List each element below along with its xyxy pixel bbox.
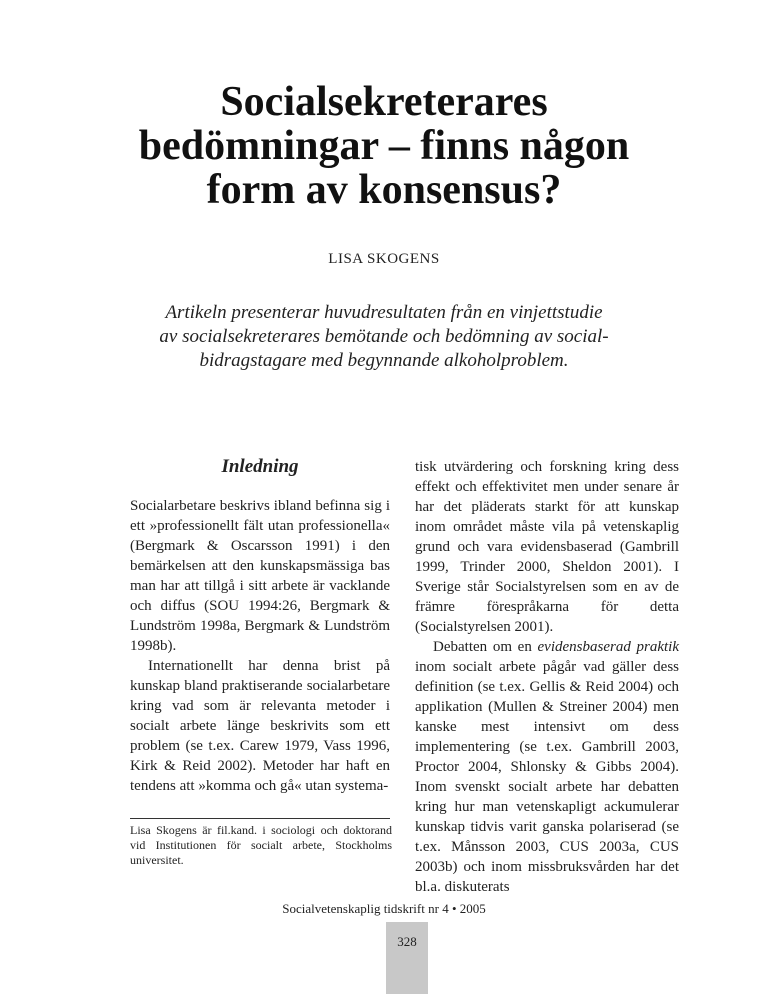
journal-footer: Socialvetenskaplig tidskrift nr 4 • 2005 xyxy=(282,901,486,916)
body-paragraph: tisk utvärdering och forskning kring dess effekt och effektivitet men under senare år har det pläderats starkt för att kunskap inom området måste vila på vetenskaplig grund och vara evidensbaserad (Gambrill 1999, Trinder 2000, Sheldon 2001). I Sverige står Socialstyrelsen som en av de främre förespråkarna för detta (Socialstyrelsen 2001). xyxy=(415,459,679,635)
page-number-tab xyxy=(386,922,428,994)
author-footnote: Lisa Skogens är fil.kand. i sociologi och doktorand vid Institutionen för socialt arbete, Stockholms universitet. xyxy=(130,823,392,867)
abstract-line: av socialsekreterares bemötande och bedömning av social- xyxy=(159,326,609,347)
abstract-line: Artikeln presenterar huvudresultaten från en vinjettstudie xyxy=(165,302,603,323)
emphasized-term: evidensbaserad praktik xyxy=(537,639,679,655)
abstract xyxy=(0,301,768,373)
author-name: LISA SKOGENS xyxy=(328,251,440,267)
page-number: 328 xyxy=(397,934,417,949)
title-line: Socialsekreterares xyxy=(220,79,548,125)
right-column xyxy=(415,457,679,897)
body-paragraph: Socialarbetare beskrivs ibland befinna sig i ett »professionellt fält utan professionella« (Bergmark & Oscarsson 1991) i den bemärkelsen att den kunskapsmässiga bas man har att tillgå i sitt arbete är vacklande och diffus (SOU 1994:26, Bergmark & Lundström 1998a, Bergmark & Lundström 1998b). xyxy=(130,498,390,654)
paragraph-text: inom socialt arbete pågår vad gäller dess definition (se t.ex. Gellis & Reid 2004) och applikation (Mullen & Streiner 2004) men kanske mest intensivt om dess implementering (se t.ex. Gambrill 2003, Proctor 2004, Shlonsky & Gibbs 2004). Inom svenskt socialt arbete har debatten kring hur man vetenskapligt ackumulerar kunskap tidvis varit ganska polariserad (se t.ex. Månsson 2003, CUS 2003a, CUS 2003b) och inom missbruksvården har det bl.a. diskuterats xyxy=(415,659,679,895)
article-title xyxy=(0,80,768,212)
paragraph-text: Debatten om en xyxy=(433,639,538,655)
left-column xyxy=(130,456,390,796)
footnote-divider xyxy=(130,818,390,819)
section-heading: Inledning xyxy=(221,456,299,477)
abstract-line: bidragstagare med begynnande alkoholproblem. xyxy=(199,350,569,371)
body-paragraph: Internationellt har denna brist på kunskap bland praktiserande socialarbetare kring vad som är relevanta metoder i socialt arbete länge beskrivits som ett problem (se t.ex. Carew 1979, Vass 1996, Kirk & Reid 2002). Metoder har haft en tendens att »komma och gå« utan systema- xyxy=(130,658,390,794)
title-line: form av konsensus? xyxy=(206,167,562,213)
title-line: bedömningar – finns någon xyxy=(138,123,630,169)
body-paragraph xyxy=(415,637,679,897)
